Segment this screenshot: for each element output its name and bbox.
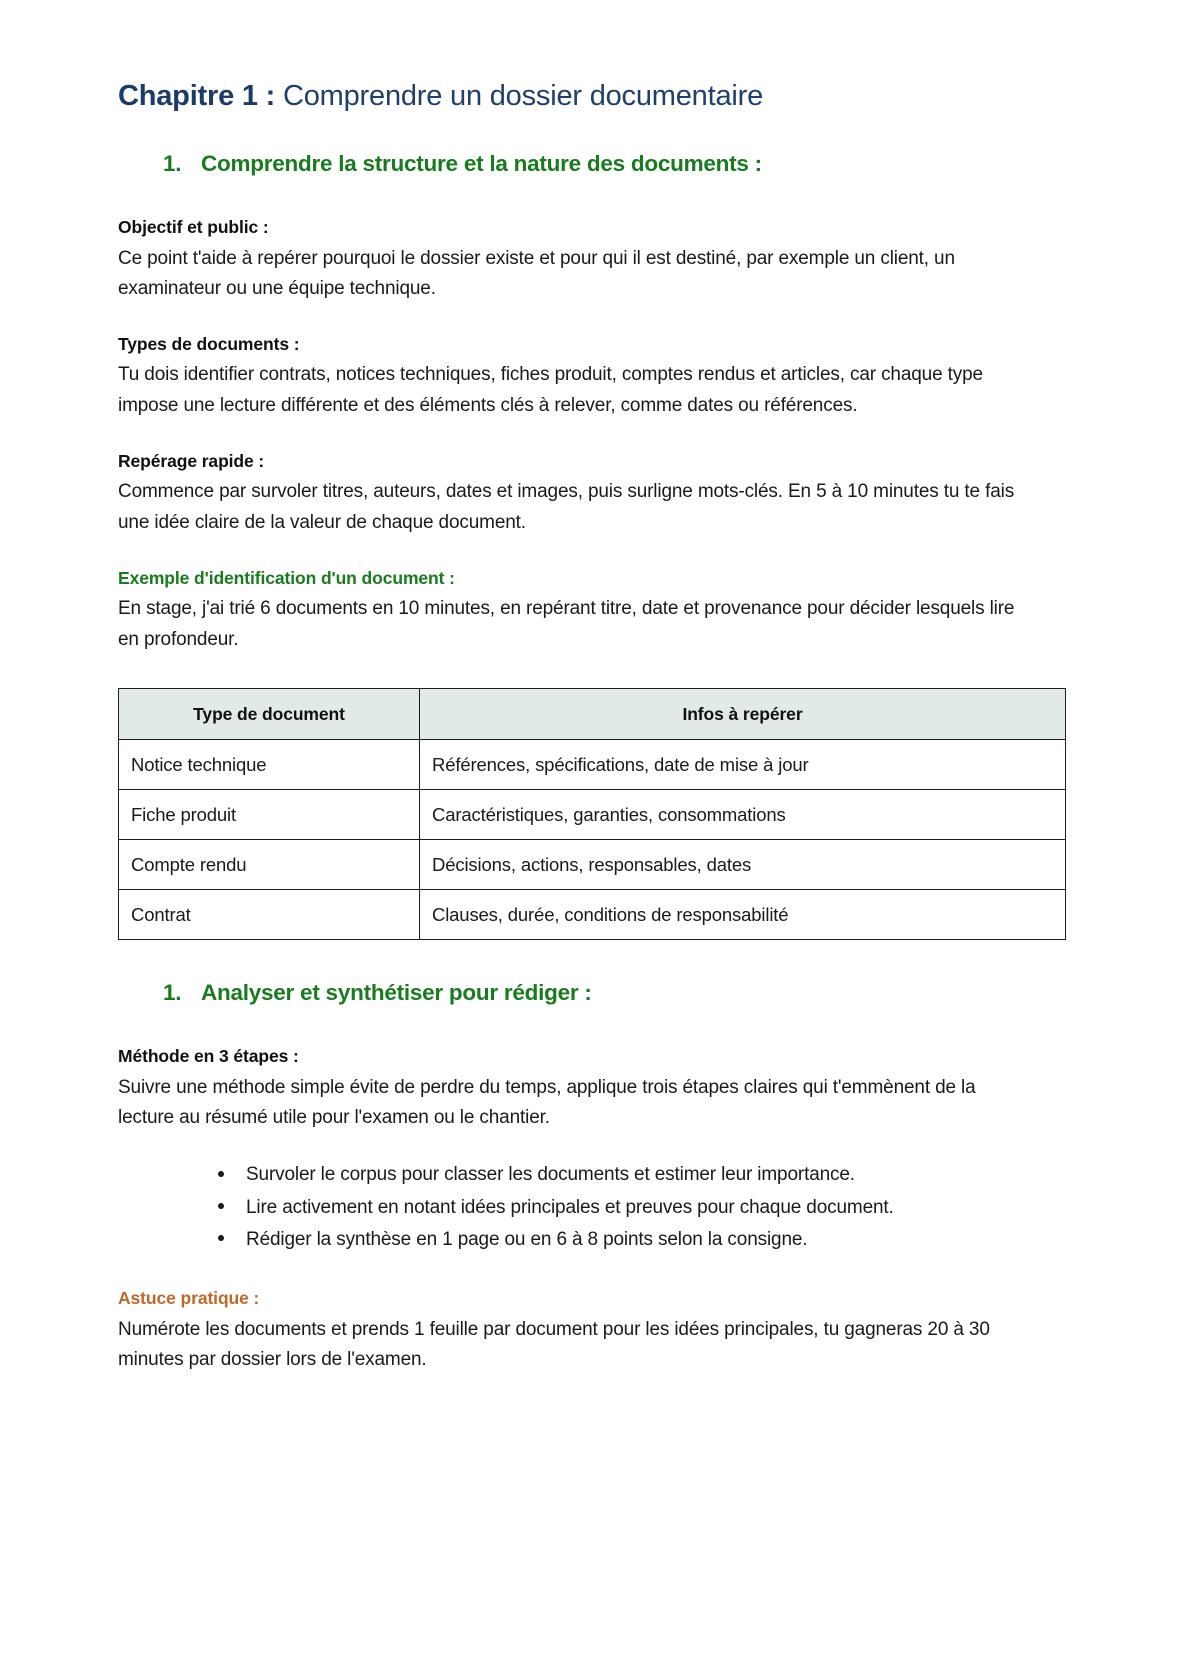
block-lead-types: Types de documents : <box>118 334 300 355</box>
content-block-reperage <box>118 448 1015 539</box>
table-header-infos: Infos à repérer <box>420 689 1066 740</box>
bullet-icon <box>218 1203 224 1209</box>
table-row <box>119 840 1066 890</box>
list-item <box>208 1225 1015 1255</box>
bullet-icon <box>218 1235 224 1241</box>
spacer <box>118 422 1015 448</box>
content-block-types <box>118 331 1015 422</box>
spacer <box>118 305 1015 331</box>
spacer <box>118 539 1015 565</box>
spacer <box>118 940 1015 980</box>
method-steps-list <box>118 1160 1015 1255</box>
table-cell-type: Compte rendu <box>119 840 420 890</box>
block-lead-exemple: Exemple d'identification d'un document : <box>118 567 455 588</box>
document-types-table <box>118 688 1066 940</box>
table-cell-infos: Caractéristiques, garanties, consommations <box>420 790 1066 840</box>
table-body <box>119 740 1066 940</box>
block-lead-objectif: Objectif et public : <box>118 217 269 238</box>
table-cell-infos: Décisions, actions, responsables, dates <box>420 840 1066 890</box>
spacer <box>118 1257 1015 1285</box>
spacer <box>118 1006 1015 1043</box>
table-row <box>119 740 1066 790</box>
list-item-label: Rédiger la synthèse en 1 page ou en 6 à 8 points selon la consigne. <box>246 1228 808 1250</box>
block-lead-reperage: Repérage rapide : <box>118 450 265 471</box>
content-block-methode <box>118 1043 1015 1134</box>
content-block-objectif <box>118 214 1015 305</box>
section-heading-1 <box>118 151 1015 177</box>
section-number-1: 1. <box>163 151 182 177</box>
section-title-1: Comprendre la structure et la nature des documents : <box>201 151 762 177</box>
chapter-subtitle: Comprendre un dossier documentaire <box>275 80 764 112</box>
page-title <box>118 78 1015 114</box>
section-heading-2 <box>118 980 1015 1006</box>
spacer <box>118 114 1015 151</box>
table-cell-type: Fiche produit <box>119 790 420 840</box>
block-text-objectif: Ce point t'aide à repérer pourquoi le dossier existe et pour qui il est destiné, par exemple un client, un examinateur ou une équipe technique. <box>118 247 955 300</box>
list-item-label: Lire activement en notant idées principales et preuves pour chaque document. <box>246 1196 894 1218</box>
content-block-astuce <box>118 1285 1015 1376</box>
table-cell-infos: Clauses, durée, conditions de responsabilité <box>420 890 1066 940</box>
block-text-types: Tu dois identifier contrats, notices techniques, fiches produit, comptes rendus et articles, car chaque type impose une lecture différente et des éléments clés à relever, comme dates ou références. <box>118 364 983 417</box>
block-lead-astuce: Astuce pratique : <box>118 1288 260 1309</box>
bullet-icon <box>218 1171 224 1177</box>
table-cell-infos: Références, spécifications, date de mise à jour <box>420 740 1066 790</box>
block-text-methode: Suivre une méthode simple évite de perdre du temps, applique trois étapes claires qui t'emmènent de la lecture au résumé utile pour l'examen ou le chantier. <box>118 1076 976 1129</box>
table-cell-type: Notice technique <box>119 740 420 790</box>
table-cell-type: Contrat <box>119 890 420 940</box>
table-header-row <box>119 689 1066 740</box>
spacer <box>118 655 1015 688</box>
section-number-2: 1. <box>163 980 182 1006</box>
block-text-astuce: Numérote les documents et prends 1 feuille par document pour les idées principales, tu gagneras 20 à 30 minutes par dossier lors de l'examen. <box>118 1318 990 1371</box>
table-head <box>119 689 1066 740</box>
spacer <box>118 1134 1015 1160</box>
table-row <box>119 790 1066 840</box>
content-block-exemple <box>118 565 1015 656</box>
block-lead-methode: Méthode en 3 étapes : <box>118 1046 299 1067</box>
list-item <box>208 1193 1015 1223</box>
chapter-label: Chapitre 1 : <box>118 80 276 112</box>
block-text-exemple: En stage, j'ai trié 6 documents en 10 minutes, en repérant titre, date et provenance pour décider lesquels lire en profondeur. <box>118 597 1015 650</box>
section-title-2: Analyser et synthétiser pour rédiger : <box>201 980 592 1006</box>
list-item <box>208 1160 1015 1190</box>
table-row <box>119 890 1066 940</box>
list-item-label: Survoler le corpus pour classer les documents et estimer leur importance. <box>246 1164 855 1186</box>
table-header-type: Type de document <box>119 689 420 740</box>
spacer <box>118 177 1015 214</box>
block-text-reperage: Commence par survoler titres, auteurs, dates et images, puis surligne mots-clés. En 5 à 10 minutes tu te fais une idée claire de la valeur de chaque document. <box>118 481 1015 533</box>
